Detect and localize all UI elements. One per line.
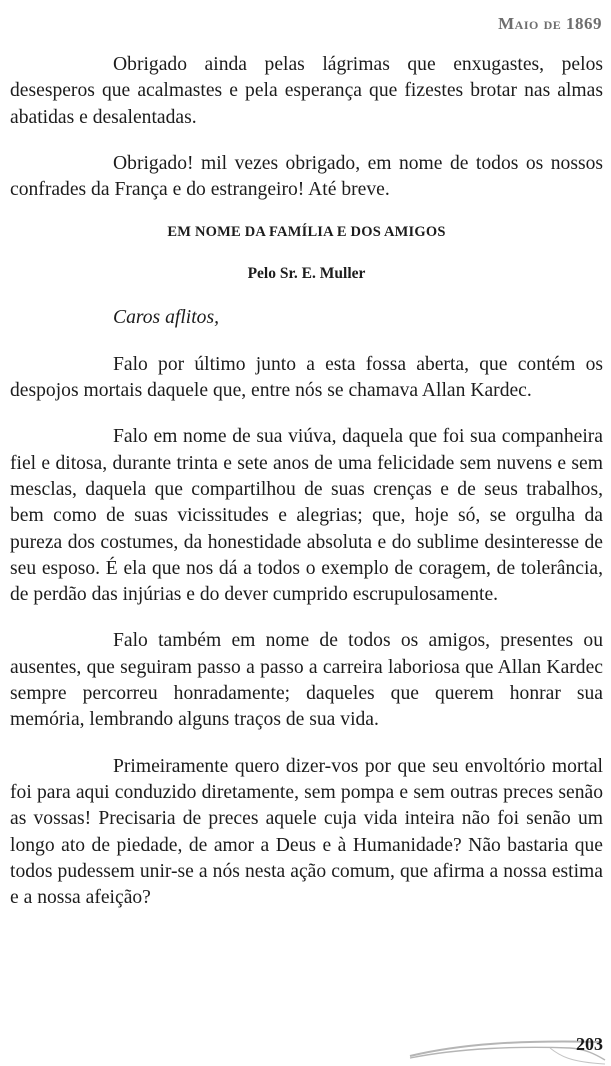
section-heading: EM NOME DA FAMÍLIA E DOS AMIGOS	[167, 224, 446, 241]
running-header: Maio de 1869	[498, 14, 602, 33]
page-number: 203	[576, 1034, 603, 1054]
paragraph-no-pomp: Primeiramente quero dizer-vos por que seu envoltório mortal foi para aqui conduzido diretamente, sem pompa e sem outras preces senão as vossas! Precisaria de preces aquele cuja vida inteira não foi senão um longo ato de piedade, de amor a Deus e à Humanidade? Não bastaria que todos pudessem unir-se a nós nesta ação comum, que afirma a nossa estima e a nossa afeição?	[10, 755, 603, 909]
paragraph-thanks-tears: Obrigado ainda pelas lágrimas que enxugastes, pelos desesperos que acalmastes e pela esperança que fizestes brotar nas almas abatidas e desalentadas.	[10, 54, 603, 128]
paragraph-friends: Falo também em nome de todos os amigos, presentes ou ausentes, que seguiram passo a passo a carreira laboriosa que Allan Kardec sempre percorreu honradamente; daqueles que querem honrar sua memória, lembrando alguns traços de sua vida.	[10, 630, 603, 731]
paragraph-thanks-farewell: Obrigado! mil vezes obrigado, em nome de todos os nossos confrades da França e do estrangeiro! Até breve.	[10, 152, 603, 201]
paragraph-widow: Falo em nome de sua viúva, daquela que foi sua companheira fiel e ditosa, durante trinta e sete anos de uma felicidade sem nuvens e sem mesclas, daquela que compartilhou de suas crenças e de seus trabalhos, bem como de suas vicissitudes e alegrias; que, hoje só, se orgulha da pureza dos costumes, da honestidade absoluta e do sublime desinteresse de seu esposo. É ela que nos dá a todos o exemplo de coragem, de tolerância, de perdão das injúrias e do dever cumprido escrupulosamente.	[10, 426, 603, 606]
paragraph-speaking-last: Falo por último junto a esta fossa aberta, que contém os despojos mortais daquele que, entre nós se chamava Allan Kardec.	[10, 353, 603, 402]
speaker-byline: Pelo Sr. E. Muller	[247, 265, 366, 283]
salutation: Caros aflitos,	[113, 307, 219, 329]
body-text	[10, 52, 603, 931]
